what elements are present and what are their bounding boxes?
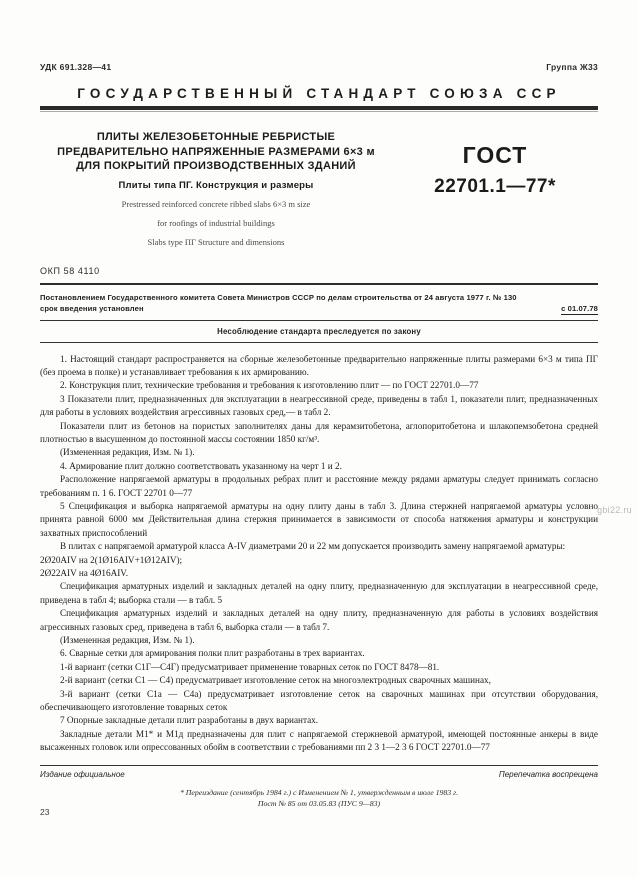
- paragraph: Показатели плит из бетонов на пористых заполнителях даны для керамзитобетона, аглопоритобетона и шлакопемзобетона средней плотностью в высушенном до постоянной массы состоянии 1850 кг/м³.: [40, 420, 598, 444]
- paragraph: 3-й вариант (сетки С1а — С4а) предусматривает изготовление сеток на сварочных машинах при отсутствии оборудования, обеспечивающего изготовление товарных сеток: [40, 688, 598, 713]
- page-number: 23: [40, 807, 50, 817]
- banner-rule: [40, 106, 598, 110]
- header-row: [40, 62, 598, 72]
- watermark: gbi22.ru: [597, 505, 632, 515]
- paragraph: Спецификация арматурных изделий и закладных деталей на одну плиту, предназначенную для работы в условиях воздействия агрессивных газовых сред, приведена в табл 6, выборка стали — в табл 7.: [40, 608, 598, 632]
- paragraph: Расположение напрягаемой арматуры в продольных ребрах плит и расстояние между рядами арматуры следует принимать согласно требованиям п. 1 6. ГОСТ 22701 0—77: [40, 474, 598, 498]
- decree-line-1: Постановлением Государственного комитета Совета Министров СССР по делам строительства от 24 августа 1977 г. № 130: [40, 292, 517, 302]
- compliance-warning: Несоблюдение стандарта преследуется по закону: [217, 326, 421, 336]
- udk-code: УДК 691.328—41: [40, 62, 112, 72]
- title-line-3: ДЛЯ ПОКРЫТИЙ ПРОИЗВОДСТВЕННЫХ ЗДАНИЙ: [76, 160, 356, 172]
- paragraph: Закладные детали M1* и M1д предназначены для плит с напрягаемой стержневой арматурой, имеющей постоянные анкеры в виде высаженных головок или опрессованных обойм в соответствии с требованиями пп 2 3 1—2 3 6 ГОСТ 22701.0—77: [40, 728, 598, 753]
- standard-banner: ГОСУДАРСТВЕННЫЙ СТАНДАРТ СОЮЗА ССР: [77, 86, 561, 101]
- footnote-line-2: Пост № 85 от 03.05.83 (ПУС 9—83): [257, 798, 381, 808]
- gost-number: 22701.1—77*: [434, 176, 556, 197]
- okp-rule: [40, 283, 598, 285]
- title-left: [40, 126, 392, 248]
- paragraph: 4. Армирование плит должно соответствовать указанному на черт 1 и 2.: [60, 460, 342, 471]
- paragraph: Спецификация арматурных изделий и закладных деталей на одну плиту, предназначенную для эксплуатации в неагрессивной среде, приведена в табл 4; выборка стали — в табл. 5: [40, 581, 598, 605]
- paragraph: 1-й вариант (сетки С1Г—С4Г) предусматривает применение товарных сеток по ГОСТ 8478—81.: [60, 661, 440, 672]
- warning-rule: [40, 342, 598, 343]
- paragraph: 7 Опорные закладные детали плит разработаны в двух вариантах.: [60, 715, 319, 726]
- footnote-line-1: * Переиздание (сентябрь 1984 г.) с Изменением № 1, утвержденным в июле 1983 г.: [179, 787, 459, 797]
- footer-rule: [40, 765, 598, 766]
- paragraph: 2Ø22AIV на 4Ø16AIV.: [40, 568, 129, 578]
- group-code: Группа Ж33: [546, 62, 598, 72]
- gost-word: ГОСТ: [462, 142, 528, 168]
- paragraph: (Измененная редакция, Изм. № 1).: [60, 635, 195, 646]
- page-sheet: [40, 62, 598, 822]
- footer-edition: Издание официальное: [40, 769, 125, 779]
- title-block: [40, 126, 598, 248]
- paragraph: 3 Показатели плит, предназначенных для эксплуатации в неагрессивной среде, приведены в табл 1, показатели плит, предназначенных для работы в условиях воздействия агрессивных газовых сред,— в табл 2.: [40, 393, 598, 418]
- decree-rule: [40, 320, 598, 321]
- footnote: [40, 787, 598, 809]
- title-line-1: ПЛИТЫ ЖЕЛЕЗОБЕТОННЫЕ РЕБРИСТЫЕ: [96, 131, 336, 143]
- title-english-1: Prestressed reinforced concrete ribbed slabs 6×3 m size: [121, 198, 311, 209]
- paragraph: 2Ø20AIV на 2(1Ø16AIV+1Ø12AIV);: [40, 554, 183, 565]
- title-right: [392, 126, 598, 198]
- paragraph: 2. Конструкция плит, технические требования и требования к изготовлению плит — по ГОСТ 22701.0—77: [60, 380, 479, 391]
- decree-block: [40, 292, 598, 315]
- title-english-2: for roofings of industrial buildings: [157, 217, 275, 228]
- footer-reprint: Перепечатка воспрещена: [498, 769, 598, 779]
- body-text: [40, 353, 598, 755]
- footer-row: [40, 770, 598, 779]
- paragraph: 5 Спецификация и выборка напрягаемой арматуры на одну плиту даны в табл 3. Длина стержней напрягаемой арматуры условно принята равной 6000 мм Действительная длина стержня принимается в зависимости от способа натяжения арматуры и конструкции захватных приспособлений: [40, 500, 598, 538]
- decree-effective-date: с 01.07.78: [561, 303, 598, 313]
- paragraph: В плитах с напрягаемой арматурой класса A-IV диаметрами 20 и 22 мм допускается производить замену напрягаемой арматуры:: [60, 541, 566, 552]
- okp-code: ОКП 58 4110: [40, 265, 100, 276]
- paragraph: 2-й вариант (сетки С1 — С4) предусматривает изготовление сеток на многоэлектродных сварочных машинах,: [60, 675, 491, 686]
- decree-effective-label: срок введения установлен: [40, 303, 144, 313]
- decree-line-2: [40, 303, 598, 315]
- title-subtitle: Плиты типа ПГ. Конструкция и размеры: [118, 179, 314, 191]
- title-english-3: Slabs type ПГ Structure and dimensions: [147, 236, 285, 247]
- paragraph: 6. Сварные сетки для армирования полки плит разработаны в трех вариантах.: [60, 648, 365, 659]
- paragraph: (Измененная редакция, Изм. № 1).: [60, 447, 195, 458]
- title-line-2: ПРЕДВАРИТЕЛЬНО НАПРЯЖЕННЫЕ РАЗМЕРАМИ 6×3 м: [57, 145, 375, 158]
- paragraph: 1. Настоящий стандарт распространяется на сборные железобетонные предварительно напряженные плиты размерами 6×3 м типа ПГ (без проема в полке) и устанавливает требования к их армированию.: [40, 353, 598, 377]
